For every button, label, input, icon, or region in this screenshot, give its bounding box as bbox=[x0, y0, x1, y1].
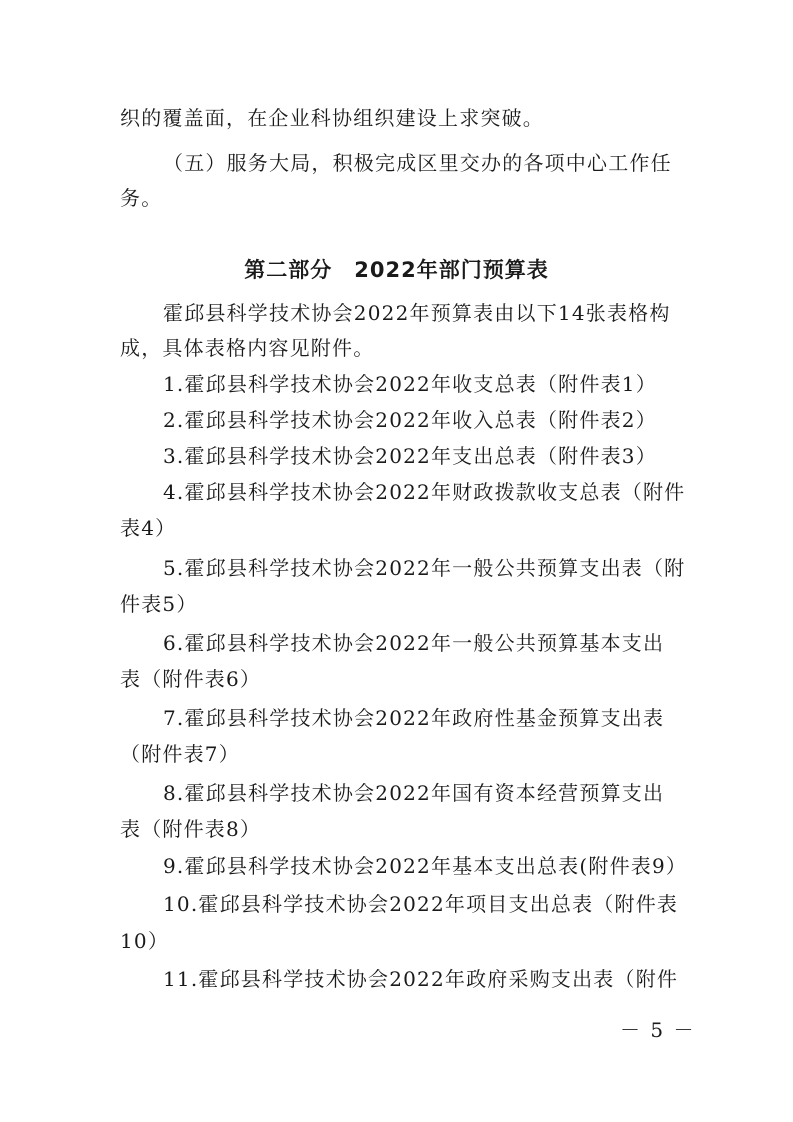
list-item-6: 6.霍邱县科学技术协会2022年一般公共预算基本支出 bbox=[163, 631, 665, 655]
list-item-8: 8.霍邱县科学技术协会2022年国有资本经营预算支出 bbox=[163, 781, 665, 805]
list-item-9: 9.霍邱县科学技术协会2022年基本支出总表(附件表9） bbox=[163, 854, 688, 878]
list-item-10-cont: 10） bbox=[120, 929, 170, 953]
list-item-5: 5.霍邱县科学技术协会2022年一般公共预算支出表（附 bbox=[163, 556, 686, 580]
list-item-10: 10.霍邱县科学技术协会2022年项目支出总表（附件表 bbox=[163, 892, 679, 916]
list-item-4-cont: 表4） bbox=[120, 516, 177, 540]
list-item-2: 2.霍邱县科学技术协会2022年收入总表（附件表2） bbox=[163, 408, 657, 432]
section-title: 第二部分 2022年部门预算表 bbox=[244, 258, 549, 282]
list-item-1: 1.霍邱县科学技术协会2022年收支总表（附件表1） bbox=[163, 372, 657, 396]
list-item-11: 11.霍邱县科学技术协会2022年政府采购支出表（附件 bbox=[163, 967, 679, 991]
list-item-4: 4.霍邱县科学技术协会2022年财政拨款收支总表（附件 bbox=[163, 480, 686, 504]
page-number: － 5 － bbox=[620, 1018, 696, 1042]
list-item-5-cont: 件表5） bbox=[120, 592, 198, 616]
list-item-7: 7.霍邱县科学技术协会2022年政府性基金预算支出表 bbox=[163, 706, 665, 730]
intro-line-1: 织的覆盖面，在企业科协组织建设上求突破。 bbox=[120, 106, 544, 130]
summary-line-2: 成，具体表格内容见附件。 bbox=[120, 336, 375, 360]
list-item-3: 3.霍邱县科学技术协会2022年支出总表（附件表3） bbox=[163, 444, 657, 468]
list-item-7-cont: （附件表7） bbox=[120, 742, 240, 766]
intro-line-3: 务。 bbox=[120, 186, 163, 210]
list-item-6-cont: 表（附件表6） bbox=[120, 667, 262, 691]
list-item-8-cont: 表（附件表8） bbox=[120, 817, 262, 841]
summary-line-1: 霍邱县科学技术协会2022年预算表由以下14张表格构 bbox=[163, 301, 671, 325]
intro-line-2: （五）服务大局，积极完成区里交办的各项中心工作任 bbox=[163, 151, 672, 175]
